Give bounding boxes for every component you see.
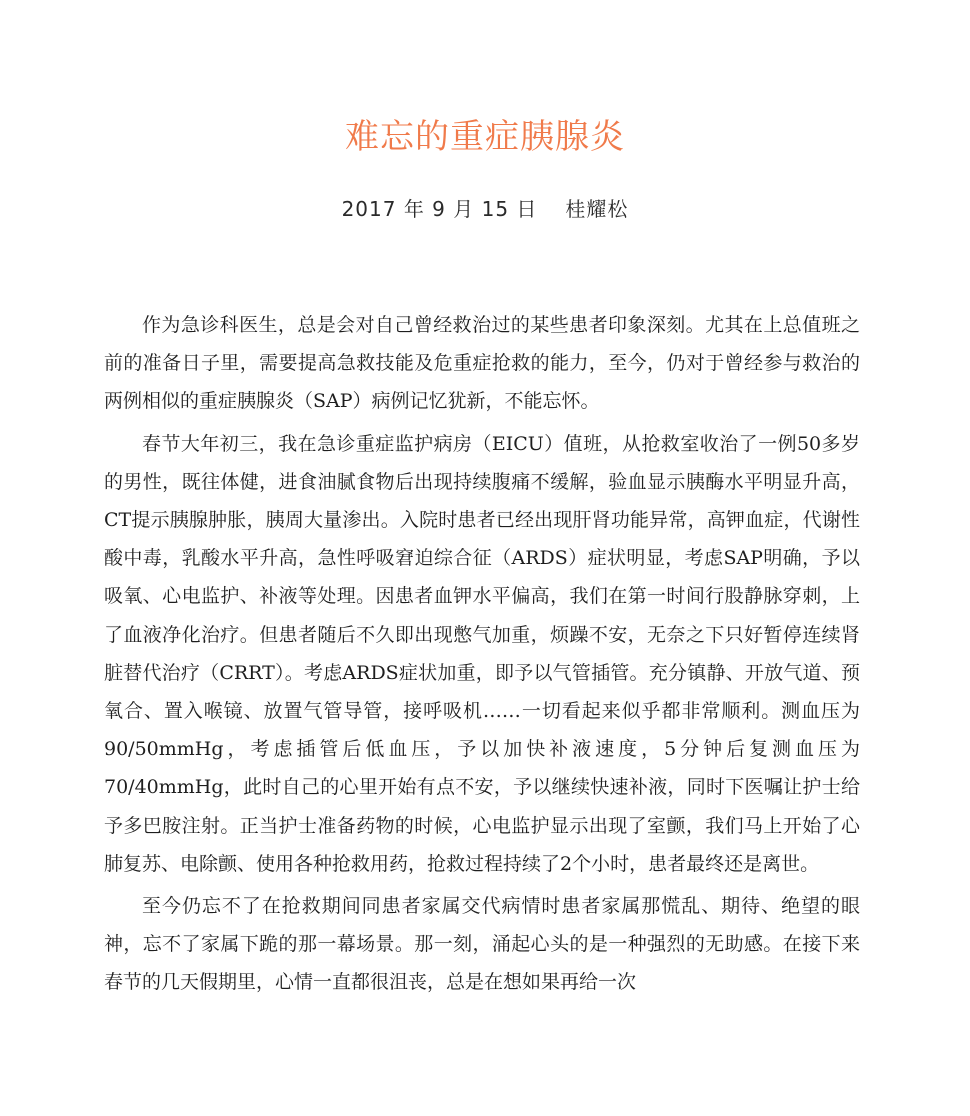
article-date: 2017 年 9 月 15 日: [341, 197, 538, 221]
article-byline: [0, 192, 970, 226]
body-paragraph: 至今仍忘不了在抢救期间同患者家属交代病情时患者家属那慌乱、期待、绝望的眼神，忘不了家属下跪的那一幕场景。那一刻，涌起心头的是一种强烈的无助感。在接下来春节的几天假期里，心情一直都很沮丧，总是在想如果再给一次: [104, 895, 860, 994]
article-body: [104, 306, 860, 1006]
article-title: 难忘的重症胰腺炎: [345, 117, 625, 157]
article-author: 桂耀松: [565, 197, 629, 221]
body-paragraph: 作为急诊科医生，总是会对自己曾经救治过的某些患者印象深刻。尤其在上总值班之前的准备日子里，需要提高急救技能及危重症抢救的能力，至今，仍对于曾经参与救治的两例相似的重症胰腺炎（SAP）病例记忆犹新，不能忘怀。: [104, 314, 860, 413]
body-paragraph: 春节大年初三，我在急诊重症监护病房（EICU）值班，从抢救室收治了一例50多岁的男性，既往体健，进食油腻食物后出现持续腹痛不缓解，验血显示胰酶水平明显升高，CT提示胰腺肿胀，胰周大量渗出。入院时患者已经出现肝肾功能异常，高钾血症，代谢性酸中毒，乳酸水平升高，急性呼吸窘迫综合征（ARDS）症状明显，考虑SAP明确，予以吸氧、心电监护、补液等处理。因患者血钾水平偏高，我们在第一时间行股静脉穿刺，上了血液净化治疗。但患者随后不久即出现憋气加重，烦躁不安，无奈之下只好暂停连续肾脏替代治疗（CRRT）。考虑ARDS症状加重，即予以气管插管。充分镇静、开放气道、预氧合、置入喉镜、放置气管导管，接呼吸机……一切看起来似乎都非常顺利。测血压为90/50mmHg，考虑插管后低血压，予以加快补液速度，5分钟后复测血压为70/40mmHg，此时自己的心里开始有点不安，予以继续快速补液，同时下医嘱让护士给予多巴胺注射。正当护士准备药物的时候，心电监护显示出现了室颤，我们马上开始了心肺复苏、电除颤、使用各种抢救用药，抢救过程持续了2个小时，患者最终还是离世。: [104, 432, 860, 875]
